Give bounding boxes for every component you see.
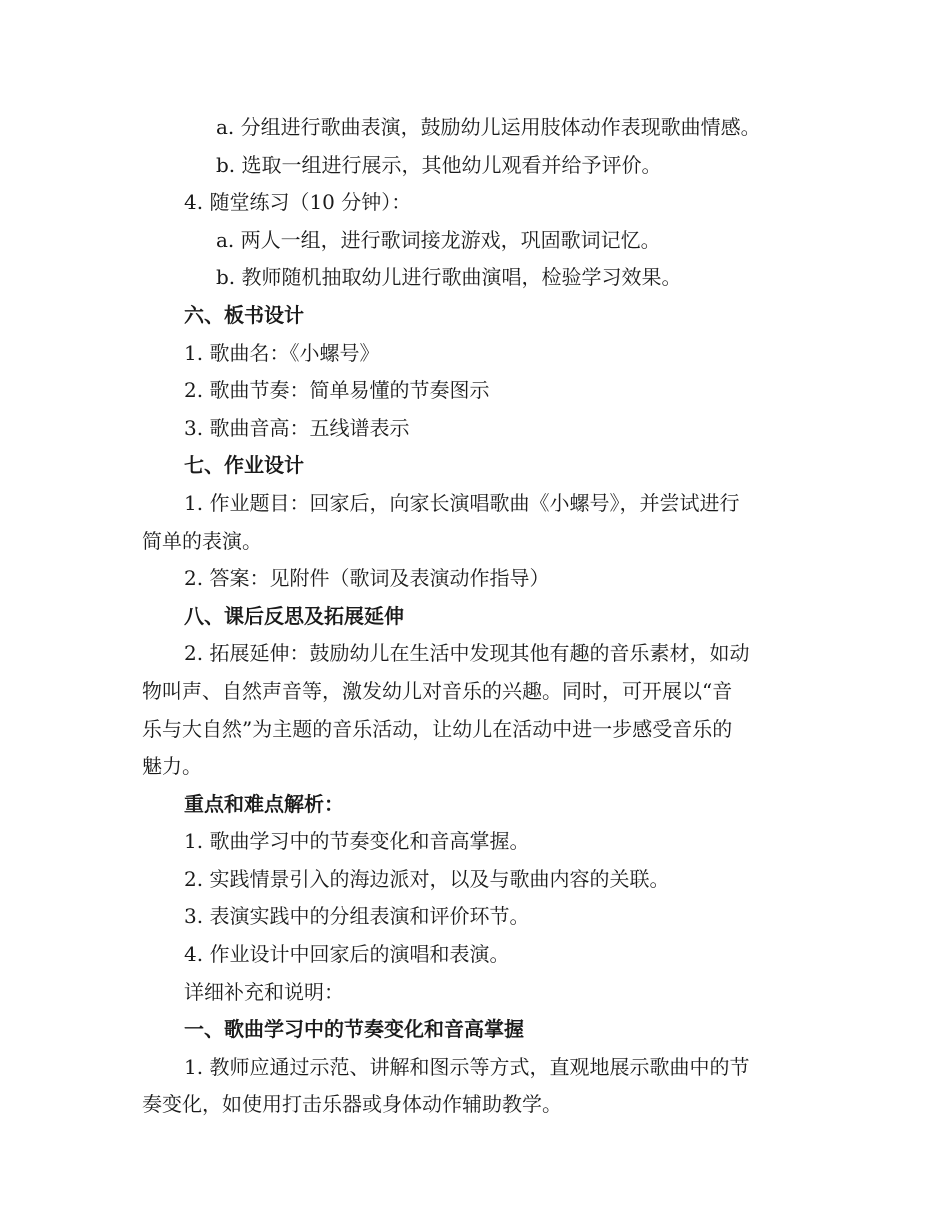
supplement-heading: 详细补充和说明： bbox=[184, 979, 344, 1004]
key-points-heading: 重点和难点解析： bbox=[184, 791, 344, 816]
list-item-1: 1. 歌曲学习中的节奏变化和音高掌握。 bbox=[184, 829, 530, 854]
paragraph-line: 物叫声、自然声音等，激发幼儿对音乐的兴趣。同时，可开展以“音 bbox=[142, 678, 733, 703]
list-item-a: a. 两人一组，进行歌词接龙游戏，巩固歌词记忆。 bbox=[216, 227, 661, 252]
list-item-1: 1. 歌曲名：《小螺号》 bbox=[184, 340, 380, 365]
list-item-4: 4. 作业设计中回家后的演唱和表演。 bbox=[184, 942, 510, 967]
list-item-a: a. 分组进行歌曲表演，鼓励幼儿运用肢体动作表现歌曲情感。 bbox=[216, 115, 761, 139]
list-item-2: 2. 歌曲节奏：简单易懂的节奏图示 bbox=[184, 378, 490, 403]
paragraph-line: 魅力。 bbox=[142, 754, 202, 779]
list-item-b: b. 选取一组进行展示，其他幼儿观看并给予评价。 bbox=[216, 152, 662, 177]
document-body bbox=[142, 109, 808, 1124]
list-item-3: 3. 表演实践中的分组表演和评价环节。 bbox=[184, 904, 530, 929]
paragraph-line: 奏变化，如使用打击乐器或身体动作辅助教学。 bbox=[142, 1092, 562, 1117]
paragraph-line: 2. 拓展延伸：鼓励幼儿在生活中发现其他有趣的音乐素材，如动 bbox=[184, 641, 750, 666]
paragraph-line: 1. 教师应通过示范、讲解和图示等方式，直观地展示歌曲中的节 bbox=[184, 1054, 750, 1079]
paragraph-line: 1. 作业题目：回家后，向家长演唱歌曲《小螺号》，并尝试进行 bbox=[184, 490, 740, 515]
paragraph-line: 乐与大自然”为主题的音乐活动，让幼儿在活动中进一步感受音乐的 bbox=[142, 716, 733, 741]
list-item-b: b. 教师随机抽取幼儿进行歌曲演唱，检验学习效果。 bbox=[216, 265, 682, 290]
list-item-2: 2. 实践情景引入的海边派对，以及与歌曲内容的关联。 bbox=[184, 866, 670, 891]
section-heading-1: 一、歌曲学习中的节奏变化和音高掌握 bbox=[184, 1017, 524, 1042]
section-heading-6: 六、板书设计 bbox=[184, 302, 304, 327]
paragraph-line: 简单的表演。 bbox=[142, 528, 262, 553]
section-heading-7: 七、作业设计 bbox=[184, 453, 304, 478]
section-heading-8: 八、课后反思及拓展延伸 bbox=[184, 603, 404, 628]
list-item-2: 2. 答案：见附件（歌词及表演动作指导） bbox=[184, 566, 550, 591]
list-item-4: 4. 随堂练习（10 分钟）： bbox=[184, 190, 412, 215]
list-item-3: 3. 歌曲音高：五线谱表示 bbox=[184, 415, 410, 440]
